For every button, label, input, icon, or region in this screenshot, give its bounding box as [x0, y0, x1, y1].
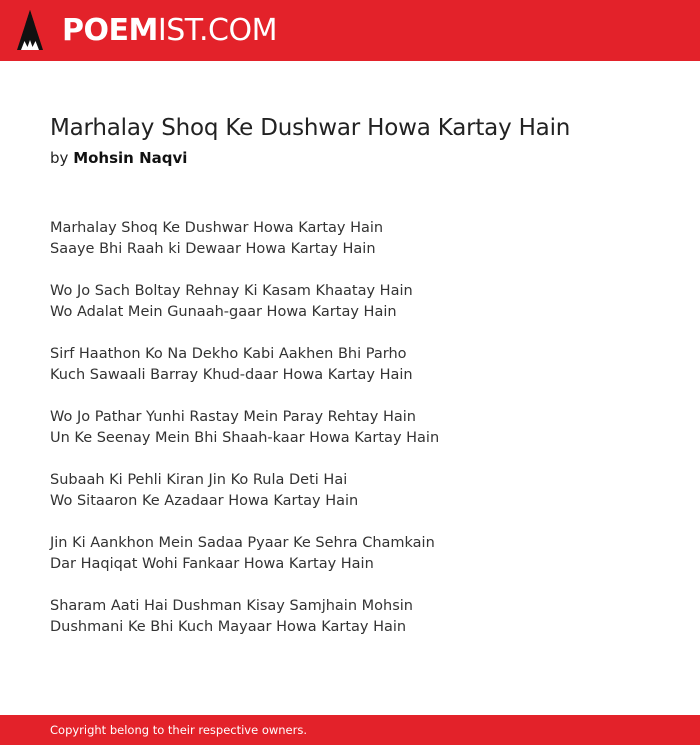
site-logo-text	[62, 11, 277, 51]
verse-line: Saaye Bhi Raah ki Dewaar Howa Kartay Hain	[50, 241, 376, 257]
copyright-notice: Copyright belong to their respective owners.	[50, 723, 308, 737]
stanza	[50, 281, 670, 323]
verse-line: Dar Haqiqat Wohi Fankaar Howa Kartay Hain	[50, 556, 374, 572]
stanza	[50, 533, 670, 575]
verse-line: Marhalay Shoq Ke Dushwar Howa Kartay Hain	[50, 220, 384, 236]
author-link[interactable]: Mohsin Naqvi	[73, 149, 188, 167]
verse-line: Kuch Sawaali Barray Khud-daar Howa Kartay Hain	[50, 367, 413, 383]
pencil-tip-icon	[16, 10, 44, 52]
poem-title: Marhalay Shoq Ke Dushwar Howa Kartay Hain	[50, 115, 571, 141]
verse-line: Wo Adalat Mein Gunaah-gaar Howa Kartay Hain	[50, 304, 397, 320]
verse-line: Dushmani Ke Bhi Kuch Mayaar Howa Kartay Hain	[50, 619, 407, 635]
verse-line: Wo Jo Sach Boltay Rehnay Ki Kasam Khaatay Hain	[50, 283, 413, 299]
site-header	[0, 0, 700, 61]
site-footer	[0, 715, 700, 745]
stanza	[50, 407, 670, 449]
stanza	[50, 596, 670, 638]
poem-byline	[50, 149, 187, 167]
logo-bold-part: POEM	[62, 13, 158, 48]
verse-line: Sharam Aati Hai Dushman Kisay Samjhain Mohsin	[50, 598, 413, 614]
verse-line: Sirf Haathon Ko Na Dekho Kabi Aakhen Bhi Parho	[50, 346, 407, 362]
verse-line: Wo Sitaaron Ke Azadaar Howa Kartay Hain	[50, 493, 359, 509]
stanza	[50, 470, 670, 512]
verse-line: Un Ke Seenay Mein Bhi Shaah-kaar Howa Kartay Hain	[50, 430, 440, 446]
verse-line: Subaah Ki Pehli Kiran Jin Ko Rula Deti Hai	[50, 472, 348, 488]
by-label: by	[50, 149, 69, 167]
verse-line: Wo Jo Pathar Yunhi Rastay Mein Paray Rehtay Hain	[50, 409, 416, 425]
verse-line: Jin Ki Aankhon Mein Sadaa Pyaar Ke Sehra Chamkain	[50, 535, 435, 551]
poem-body	[50, 218, 670, 659]
logo-light-part: IST.COM	[157, 13, 277, 48]
stanza	[50, 344, 670, 386]
stanza	[50, 218, 670, 260]
